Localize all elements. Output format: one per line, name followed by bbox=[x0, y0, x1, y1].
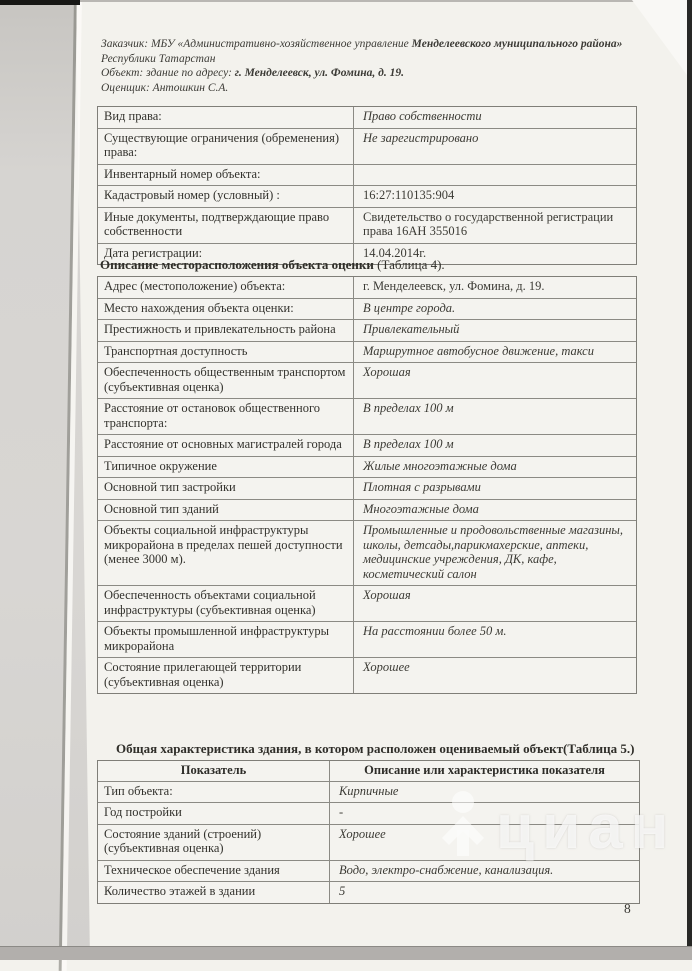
row-label: Основной тип зданий bbox=[98, 500, 354, 521]
table-row bbox=[98, 520, 636, 585]
table-row bbox=[98, 881, 639, 903]
column-header: Описание или характеристика показателя bbox=[364, 763, 605, 777]
row-value: В центре города. bbox=[363, 300, 456, 315]
row-label: Обеспеченность общественным транспортом (субъективная оценка) bbox=[98, 363, 354, 398]
row-value: Право собственности bbox=[363, 109, 482, 123]
row-value: Привлекательный bbox=[363, 322, 460, 336]
row-value: Плотная с разрывами bbox=[363, 480, 481, 494]
row-label: Вид права: bbox=[98, 107, 354, 128]
row-value: Хорошее bbox=[339, 826, 386, 841]
row-value: Свидетельство о государственной регистрации права 16АН 355016 bbox=[363, 209, 614, 238]
row-value bbox=[354, 165, 636, 186]
scan-top-corner-mark bbox=[0, 0, 80, 5]
row-value: Кирпичные bbox=[339, 783, 399, 798]
row-value: В пределах 100 м bbox=[363, 437, 454, 451]
row-label: Дата регистрации: bbox=[98, 244, 354, 265]
header-line-republic: Республики Татарстан bbox=[101, 52, 216, 65]
table-row bbox=[98, 207, 636, 243]
row-label: Объекты промышленной инфраструктуры микрорайона bbox=[98, 622, 354, 657]
table-row bbox=[98, 362, 636, 398]
building-table-header bbox=[98, 761, 639, 781]
row-value: 16:27:110135:904 bbox=[363, 188, 455, 202]
header-line-object: Объект: здание по адресу: г. Менделеевск, ул. Фомина, д. 19. bbox=[101, 67, 405, 80]
rights-table bbox=[97, 106, 637, 265]
watermark-text: циан bbox=[496, 793, 677, 863]
row-value: г. Менделеевск, ул. Фомина, д. 19. bbox=[363, 279, 545, 293]
row-label: Основной тип застройки bbox=[98, 478, 354, 499]
scan-top-edge bbox=[0, 0, 692, 2]
row-label: Существующие ограничения (обременения) права: bbox=[98, 129, 354, 164]
row-value: Не зарегистрировано bbox=[363, 130, 479, 145]
row-value: - bbox=[339, 805, 344, 819]
section-title-location: Описание месторасположения объекта оценки (Таблица 4). bbox=[100, 257, 445, 272]
table-row bbox=[98, 456, 636, 478]
row-label: Транспортная доступность bbox=[98, 342, 354, 363]
row-label: Состояние прилегающей территории (субъективная оценка) bbox=[98, 658, 354, 693]
page-number: 8 bbox=[624, 901, 631, 916]
row-label: Объекты социальной инфраструктуры микрорайона в пределах пешей доступности (менее 3000 м). bbox=[98, 521, 354, 585]
table-row bbox=[98, 477, 636, 499]
section-title-building: Общая характеристика здания, в котором расположен оцениваемый объект(Таблица 5.) bbox=[116, 741, 635, 756]
building-table bbox=[97, 760, 640, 904]
table-row bbox=[98, 781, 639, 803]
row-label: Техническое обеспечение здания bbox=[98, 861, 330, 882]
table-row bbox=[98, 621, 636, 657]
row-value: Маршрутное автобусное движение, такси bbox=[363, 343, 594, 358]
table-row bbox=[98, 107, 636, 128]
row-value: Водо, электро-снабжение, канализация. bbox=[339, 862, 554, 877]
table-row bbox=[98, 585, 636, 621]
location-table bbox=[97, 276, 637, 694]
header-line-customer: Заказчик: МБУ «Административно-хозяйственное управление Менделеевского муниципального района» bbox=[101, 38, 623, 50]
header-line-appraiser: Оценщик: Антошкин С.А. bbox=[101, 82, 229, 95]
table-row bbox=[98, 277, 636, 298]
row-label: Инвентарный номер объекта: bbox=[98, 165, 354, 186]
column-header: Показатель bbox=[98, 761, 330, 781]
table-row bbox=[98, 434, 636, 456]
row-label: Год постройки bbox=[98, 803, 330, 824]
table-row bbox=[98, 398, 636, 434]
row-value: Многоэтажные дома bbox=[363, 501, 479, 516]
table-row bbox=[98, 164, 636, 186]
row-label: Место нахождения объекта оценки: bbox=[98, 299, 354, 320]
row-label: Престижность и привлекательность района bbox=[98, 320, 354, 341]
table-row bbox=[98, 319, 636, 341]
row-value: В пределах 100 м bbox=[363, 401, 454, 415]
row-value: Хорошая bbox=[363, 588, 411, 602]
row-value: На расстоянии более 50 м. bbox=[363, 624, 507, 638]
table-row bbox=[98, 860, 639, 882]
row-value: 5 bbox=[339, 884, 346, 898]
scan-left-margin bbox=[0, 0, 95, 960]
table-row bbox=[98, 499, 636, 521]
scan-right-edge bbox=[687, 0, 692, 960]
row-label: Количество этажей в здании bbox=[98, 882, 330, 903]
table-row bbox=[98, 824, 639, 860]
row-value: Хорошая bbox=[363, 365, 411, 379]
table-row bbox=[98, 657, 636, 693]
document-header bbox=[101, 37, 641, 96]
row-label: Обеспеченность объектами социальной инфраструктуры (субъективная оценка) bbox=[98, 586, 354, 621]
row-value: Жилые многоэтажные дома bbox=[363, 458, 517, 473]
row-label: Тип объекта: bbox=[98, 782, 330, 803]
row-label: Адрес (местоположение) объекта: bbox=[98, 277, 354, 298]
table-row bbox=[98, 298, 636, 320]
table-row bbox=[98, 128, 636, 164]
row-label: Типичное окружение bbox=[98, 457, 354, 478]
row-label: Кадастровый номер (условный) : bbox=[98, 186, 354, 207]
row-value: 14.04.2014г. bbox=[363, 245, 427, 260]
table-row bbox=[98, 802, 639, 824]
row-value: Хорошее bbox=[363, 660, 410, 674]
scan-bottom-edge bbox=[0, 946, 692, 960]
row-label: Расстояние от основных магистралей города bbox=[98, 435, 354, 456]
row-label: Расстояние от остановок общественного транспорта: bbox=[98, 399, 354, 434]
row-value: Промышленные и продовольственные магазины, школы, детсады,парикмахерские, аптеки, медицинские учреждения, ДК, кафе, косметический салон bbox=[363, 523, 624, 581]
table-row bbox=[98, 341, 636, 363]
row-label: Иные документы, подтверждающие право собственности bbox=[98, 208, 354, 243]
row-label: Состояние зданий (строений) (субъективная оценка) bbox=[98, 825, 330, 860]
table-row bbox=[98, 185, 636, 207]
